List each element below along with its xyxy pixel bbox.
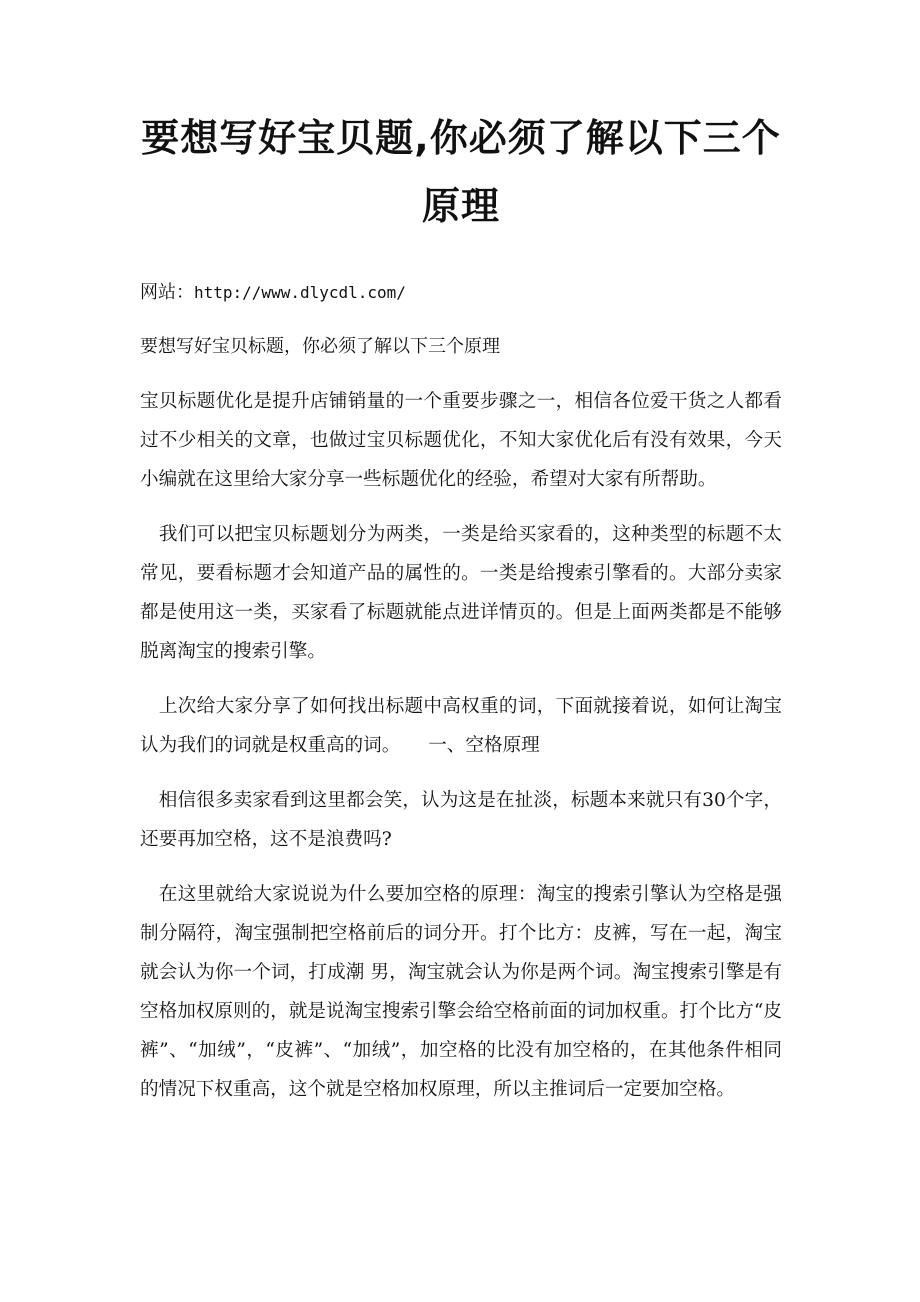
document-title bbox=[140, 0, 782, 240]
site-line bbox=[140, 274, 782, 312]
paragraph-2: 我们可以把宝贝标题划分为两类，一类是给买家看的，这种类型的标题不太常见，要看标题才会知道产品的属性的。一类是给搜索引擎看的。大部分卖家都是使用这一类，买家看了标题就能点进详情页的。但是上面两类都是不能够脱离淘宝的搜索引擎。 bbox=[140, 524, 782, 662]
paragraph-5: 在这里就给大家说说为什么要加空格的原理：淘宝的搜索引擎认为空格是强制分隔符，淘宝强制把空格前后的词分开。打个比方：皮裤，写在一起，淘宝就会认为你一个词，打成潮 男，淘宝就会认为你是两个词。淘宝搜索引擎是有空格加权原则的，就是说淘宝搜索引擎会给空格前面的词加权重。打个比方“皮裤”、“加绒”，“皮裤”、“加绒”，加空格的比没有加空格的，在其他条件相同的情况下权重高，这个就是空格加权原理，所以主推词后一定要加空格。 bbox=[140, 884, 782, 1100]
title-line-1: 要想写好宝贝题,你必须了解以下三个 bbox=[141, 116, 781, 160]
title-line-2: 原理 bbox=[421, 184, 500, 228]
document-page bbox=[140, 0, 782, 1109]
paragraph-1: 宝贝标题优化是提升店铺销量的一个重要步骤之一，相信各位爱干货之人都看过不少相关的文章，也做过宝贝标题优化，不知大家优化后有没有效果，今天小编就在这里给大家分享一些标题优化的经验，希望对大家有所帮助。 bbox=[140, 391, 782, 490]
subtitle: 要想写好宝贝标题，你必须了解以下三个原理 bbox=[140, 336, 500, 357]
site-url: http://www.dlycdl.com/ bbox=[194, 283, 406, 302]
paragraph-3: 上次给大家分享了如何找出标题中高权重的词，下面就接着说，如何让淘宝认为我们的词就是权重高的词。 一、空格原理 bbox=[140, 696, 782, 756]
paragraph-4: 相信很多卖家看到这里都会笑，认为这是在扯淡，标题本来就只有30个字，还要再加空格，这不是浪费吗? bbox=[140, 790, 782, 850]
site-label: 网站： bbox=[140, 282, 194, 303]
